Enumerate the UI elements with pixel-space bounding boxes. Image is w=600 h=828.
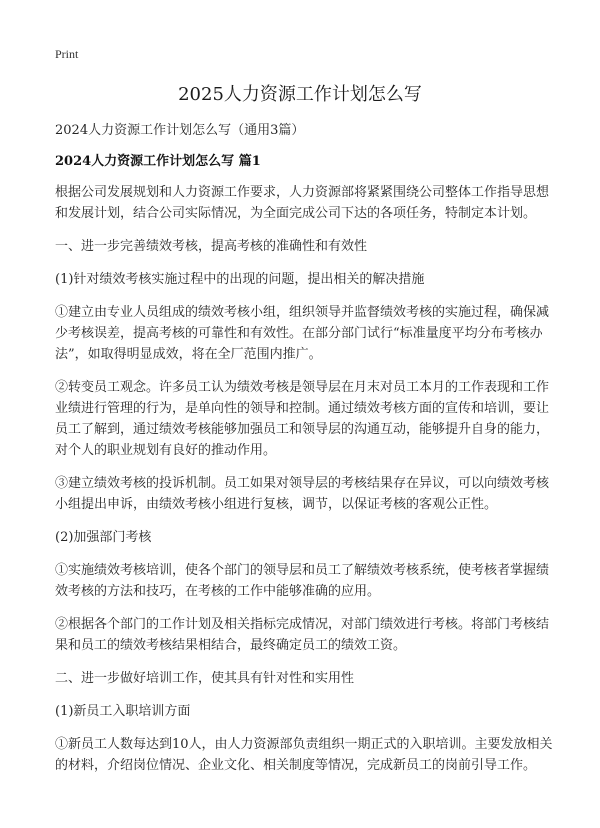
paragraph-subheading-1-1: (1)针对绩效考核实施过程中的出现的问题，提出相关的解决措施 [55, 272, 425, 287]
page-title: 2025人力资源工作计划怎么写 [178, 84, 422, 105]
paragraph-heading-2: 二、进一步做好培训工作，使其具有针对性和实用性 [55, 671, 355, 686]
print-link[interactable]: Print [55, 47, 79, 61]
paragraph-item: ①实施绩效考核培训，使各个部门的领导层和员工了解绩效考核系统，使考核者掌握绩效考核的方法和技巧，在考核的工作中能够准确的应用。 [55, 563, 550, 599]
section-heading: 2024人力资源工作计划怎么写 篇1 [55, 154, 261, 169]
paragraph-heading-1: 一、进一步完善绩效考核，提高考核的准确性和有效性 [55, 239, 368, 254]
paragraph-item: ①新员工人数每达到10人，由人力资源部负责组织一期正式的入职培训。主要发放相关的材料，介绍岗位情况、企业文化、相关制度等情况，完成新员工的岗前引导工作。 [55, 737, 553, 773]
document-body [55, 120, 555, 788]
paragraph-item: ②转变员工观念。许多员工认为绩效考核是领导层在月末对员工本月的工作表现和工作业绩进行管理的行为，是单向性的领导和控制。通过绩效考核方面的宣传和培训，要让员工了解到，通过绩效考核能够加强员工和领导层的沟通互动，能够提升自身的能力，对个人的职业规划有良好的推动作用。 [55, 380, 550, 458]
paragraph-subheading-2-1: (1)新员工入职培训方面 [55, 704, 191, 719]
paragraph-item: ①建立由专业人员组成的绩效考核小组，组织领导并监督绩效考核的实施过程，确保减少考核误差，提高考核的可靠性和有效性。在部分部门试行“标准量度平均分布考核办法”，如取得明显成效，将在全厂范围内推广。 [55, 305, 550, 362]
paragraph-item: ③建立绩效考核的投诉机制。员工如果对领导层的考核结果存在异议，可以向绩效考核小组提出申诉，由绩效考核小组进行复核，调节，以保证考核的客观公正性。 [55, 476, 550, 512]
paragraph-subheading-1-2: (2)加强部门考核 [55, 530, 152, 545]
paragraph-intro: 根据公司发展规划和人力资源工作要求，人力资源部将紧紧围绕公司整体工作指导思想和发展计划，结合公司实际情况，为全面完成公司下达的各项任务，特制定本计划。 [55, 185, 550, 221]
paragraph-item: ②根据各个部门的工作计划及相关指标完成情况，对部门绩效进行考核。将部门考核结果和员工的绩效考核结果相结合，最终确定员工的绩效工资。 [55, 617, 550, 653]
document-subtitle: 2024人力资源工作计划怎么写（通用3篇） [55, 123, 305, 138]
